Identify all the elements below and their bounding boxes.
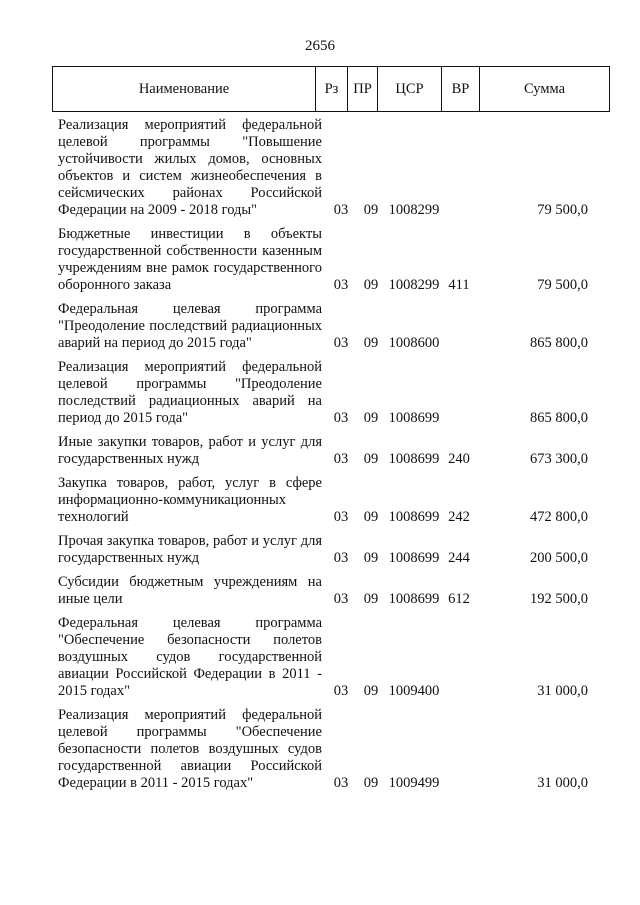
table-row — [52, 434, 610, 468]
row-pr: 09 — [363, 277, 379, 293]
row-pr: 09 — [363, 202, 379, 218]
row-pr: 09 — [363, 509, 379, 525]
row-rz: 03 — [333, 775, 349, 791]
row-name: Федеральная целевая программа "Преодоление последствий радиационных аварий на период до 2015 года" — [58, 301, 322, 351]
row-pr: 09 — [363, 683, 379, 699]
table-row — [52, 574, 610, 608]
header-pr: ПР — [347, 67, 377, 111]
table-row — [52, 226, 610, 294]
row-csr: 1008600 — [388, 335, 440, 351]
row-pr: 09 — [363, 335, 379, 351]
row-vr: 411 — [448, 277, 470, 293]
row-sum: 472 800,0 — [530, 509, 588, 525]
row-rz: 03 — [333, 277, 349, 293]
row-rz: 03 — [333, 550, 349, 566]
table-row — [52, 707, 610, 792]
table-row — [52, 533, 610, 567]
row-sum: 31 000,0 — [537, 683, 588, 699]
table-header — [52, 66, 610, 112]
row-csr: 1009499 — [388, 775, 440, 791]
row-csr: 1008299 — [388, 277, 440, 293]
row-rz: 03 — [333, 410, 349, 426]
row-csr: 1008699 — [388, 509, 440, 525]
row-sum: 865 800,0 — [530, 335, 588, 351]
table-row — [52, 615, 610, 700]
row-rz: 03 — [333, 591, 349, 607]
row-rz: 03 — [333, 335, 349, 351]
row-rz: 03 — [333, 509, 349, 525]
row-csr: 1008699 — [388, 591, 440, 607]
row-sum: 192 500,0 — [530, 591, 588, 607]
header-name: Наименование — [138, 81, 230, 97]
row-name: Реализация мероприятий федеральной целевой программы "Обеспечение безопасности полетов воздушных судов государственной авиации Российской Федерации в 2011 - 2015 годах" — [58, 707, 322, 791]
row-rz: 03 — [333, 451, 349, 467]
row-sum: 673 300,0 — [530, 451, 588, 467]
row-name: Бюджетные инвестиции в объекты государственной собственности казенным учреждениям вне рамок государственного оборонного заказа — [58, 226, 322, 293]
row-csr: 1008699 — [388, 451, 440, 467]
row-csr: 1009400 — [388, 683, 440, 699]
table-body — [52, 117, 610, 799]
row-pr: 09 — [363, 591, 379, 607]
header-csr: ЦСР — [377, 67, 441, 111]
row-name: Закупка товаров, работ, услуг в сфере информационно-коммуникационных технологий — [58, 475, 322, 525]
row-csr: 1008699 — [388, 550, 440, 566]
row-sum: 79 500,0 — [537, 202, 588, 218]
header-vr: ВР — [441, 67, 479, 111]
row-name: Субсидии бюджетным учреждениям на иные цели — [58, 574, 322, 607]
table-row — [52, 359, 610, 427]
row-sum: 865 800,0 — [530, 410, 588, 426]
header-sum: Сумма — [479, 67, 609, 111]
row-rz: 03 — [333, 683, 349, 699]
row-name: Иные закупки товаров, работ и услуг для государственных нужд — [58, 434, 322, 467]
row-pr: 09 — [363, 775, 379, 791]
page-number: 2656 — [305, 38, 335, 54]
table-row — [52, 117, 610, 219]
row-vr: 242 — [448, 509, 470, 525]
row-name: Реализация мероприятий федеральной целевой программы "Преодоление последствий радиационных аварий на период до 2015 года" — [58, 359, 322, 426]
row-sum: 31 000,0 — [537, 775, 588, 791]
row-name: Федеральная целевая программа "Обеспечение безопасности полетов воздушных судов государственной авиации Российской Федерации в 2011 - 2015 годах" — [58, 615, 322, 699]
table-row — [52, 475, 610, 526]
row-vr: 240 — [448, 451, 470, 467]
row-rz: 03 — [333, 202, 349, 218]
row-pr: 09 — [363, 451, 379, 467]
row-sum: 200 500,0 — [530, 550, 588, 566]
row-vr: 612 — [448, 591, 470, 607]
row-csr: 1008699 — [388, 410, 440, 426]
row-pr: 09 — [363, 410, 379, 426]
row-csr: 1008299 — [388, 202, 440, 218]
table-row — [52, 301, 610, 352]
row-name: Реализация мероприятий федеральной целевой программы "Повышение устойчивости жилых домов, основных объектов и систем жизнеобеспечения в сейсмических районах Российской Федерации на 2009 - 2018 годы" — [58, 117, 322, 218]
row-name: Прочая закупка товаров, работ и услуг для государственных нужд — [58, 533, 322, 566]
row-pr: 09 — [363, 550, 379, 566]
row-sum: 79 500,0 — [537, 277, 588, 293]
row-vr: 244 — [448, 550, 470, 566]
header-rz: Рз — [315, 67, 347, 111]
